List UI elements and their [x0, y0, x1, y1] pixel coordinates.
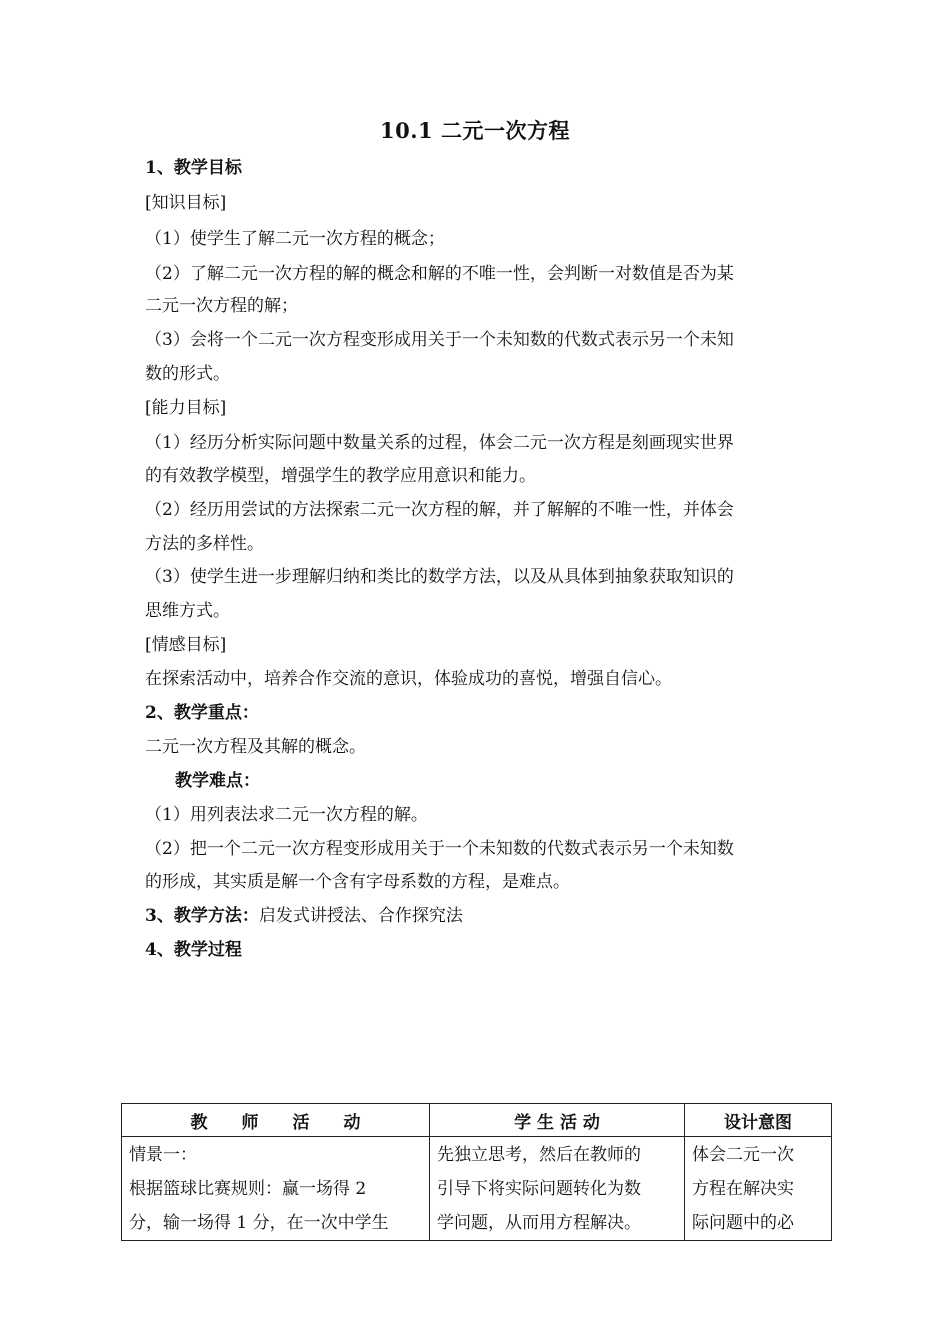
knowledge-goal-1: （1）使学生了解二元一次方程的概念； — [145, 229, 445, 249]
student-activity-cell — [430, 1137, 685, 1241]
section-4-heading: 4、教学过程 — [145, 940, 242, 960]
header-design-intent: 设计意图 — [685, 1104, 832, 1137]
teacher-line: 情景一： — [129, 1145, 197, 1165]
section-3-line — [145, 904, 810, 928]
teaching-focus: 二元一次方程及其解的概念。 — [145, 737, 366, 757]
ability-goal-2-line-2: 方法的多样性。 — [145, 534, 264, 554]
ability-goal-1-line-2: 的有效教学模型，增强学生的教学应用意识和能力。 — [145, 466, 536, 486]
student-line: 引导下将实际问题转化为数 — [437, 1179, 641, 1199]
teacher-line: 根据篮球比赛规则：赢一场得 2 — [129, 1179, 367, 1199]
difficulty-1: （1）用列表法求二元一次方程的解。 — [145, 805, 428, 825]
emotion-goal-1: 在探索活动中，培养合作交流的意识，体验成功的喜悦，增强自信心。 — [145, 669, 672, 689]
section-2-heading: 2、教学重点： — [145, 703, 259, 723]
ability-goal-3-line-2: 思维方式。 — [145, 601, 230, 621]
difficulty-heading: 教学难点： — [175, 771, 260, 791]
knowledge-goal-3-line-2: 数的形式。 — [145, 364, 230, 384]
table-row — [122, 1137, 832, 1241]
knowledge-goal-2-line-2: 二元一次方程的解； — [145, 296, 298, 316]
knowledge-goal-heading: [知识目标] — [145, 193, 227, 213]
section-3-heading: 3、教学方法： — [145, 906, 259, 926]
table-header-row — [122, 1104, 832, 1137]
design-line: 方程在解决实 — [692, 1179, 794, 1199]
ability-goal-1-line-1: （1）经历分析实际问题中数量关系的过程，体会二元一次方程是刻画现实世界 — [145, 433, 734, 453]
section-1-heading: 1、教学目标 — [145, 158, 242, 178]
ability-goal-heading: [能力目标] — [145, 398, 227, 418]
design-line: 体会二元一次 — [692, 1145, 794, 1165]
knowledge-goal-3-line-1: （3）会将一个二元一次方程变形成用关于一个未知数的代数式表示另一个未知 — [145, 330, 734, 350]
teaching-process-table — [121, 1103, 832, 1241]
design-line: 际问题中的必 — [692, 1213, 794, 1233]
header-teacher-activity: 教 师 活 动 — [122, 1104, 430, 1137]
teaching-methods: 启发式讲授法、合作探究法 — [258, 906, 463, 926]
header-student-activity: 学 生 活 动 — [430, 1104, 685, 1137]
design-intent-cell — [685, 1137, 832, 1241]
teacher-activity-cell — [122, 1137, 430, 1241]
ability-goal-3-line-1: （3）使学生进一步理解归纳和类比的数学方法，以及从具体到抽象获取知识的 — [145, 567, 734, 587]
knowledge-goal-2-line-1: （2）了解二元一次方程的解的概念和解的不唯一性，会判断一对数值是否为某 — [145, 264, 734, 284]
student-line: 学问题，从而用方程解决。 — [437, 1213, 641, 1233]
teacher-line: 分，输一场得 1 分，在一次中学生 — [129, 1213, 389, 1233]
page-title: 10.1 二元一次方程 — [380, 118, 570, 143]
emotion-goal-heading: [情感目标] — [145, 635, 227, 655]
difficulty-2-line-1: （2）把一个二元一次方程变形成用关于一个未知数的代数式表示另一个未知数 — [145, 839, 734, 859]
student-line: 先独立思考，然后在教师的 — [437, 1145, 641, 1165]
difficulty-2-line-2: 的形成，其实质是解一个含有字母系数的方程，是难点。 — [145, 872, 570, 892]
ability-goal-2-line-1: （2）经历用尝试的方法探索二元一次方程的解，并了解解的不唯一性，并体会 — [145, 500, 734, 520]
